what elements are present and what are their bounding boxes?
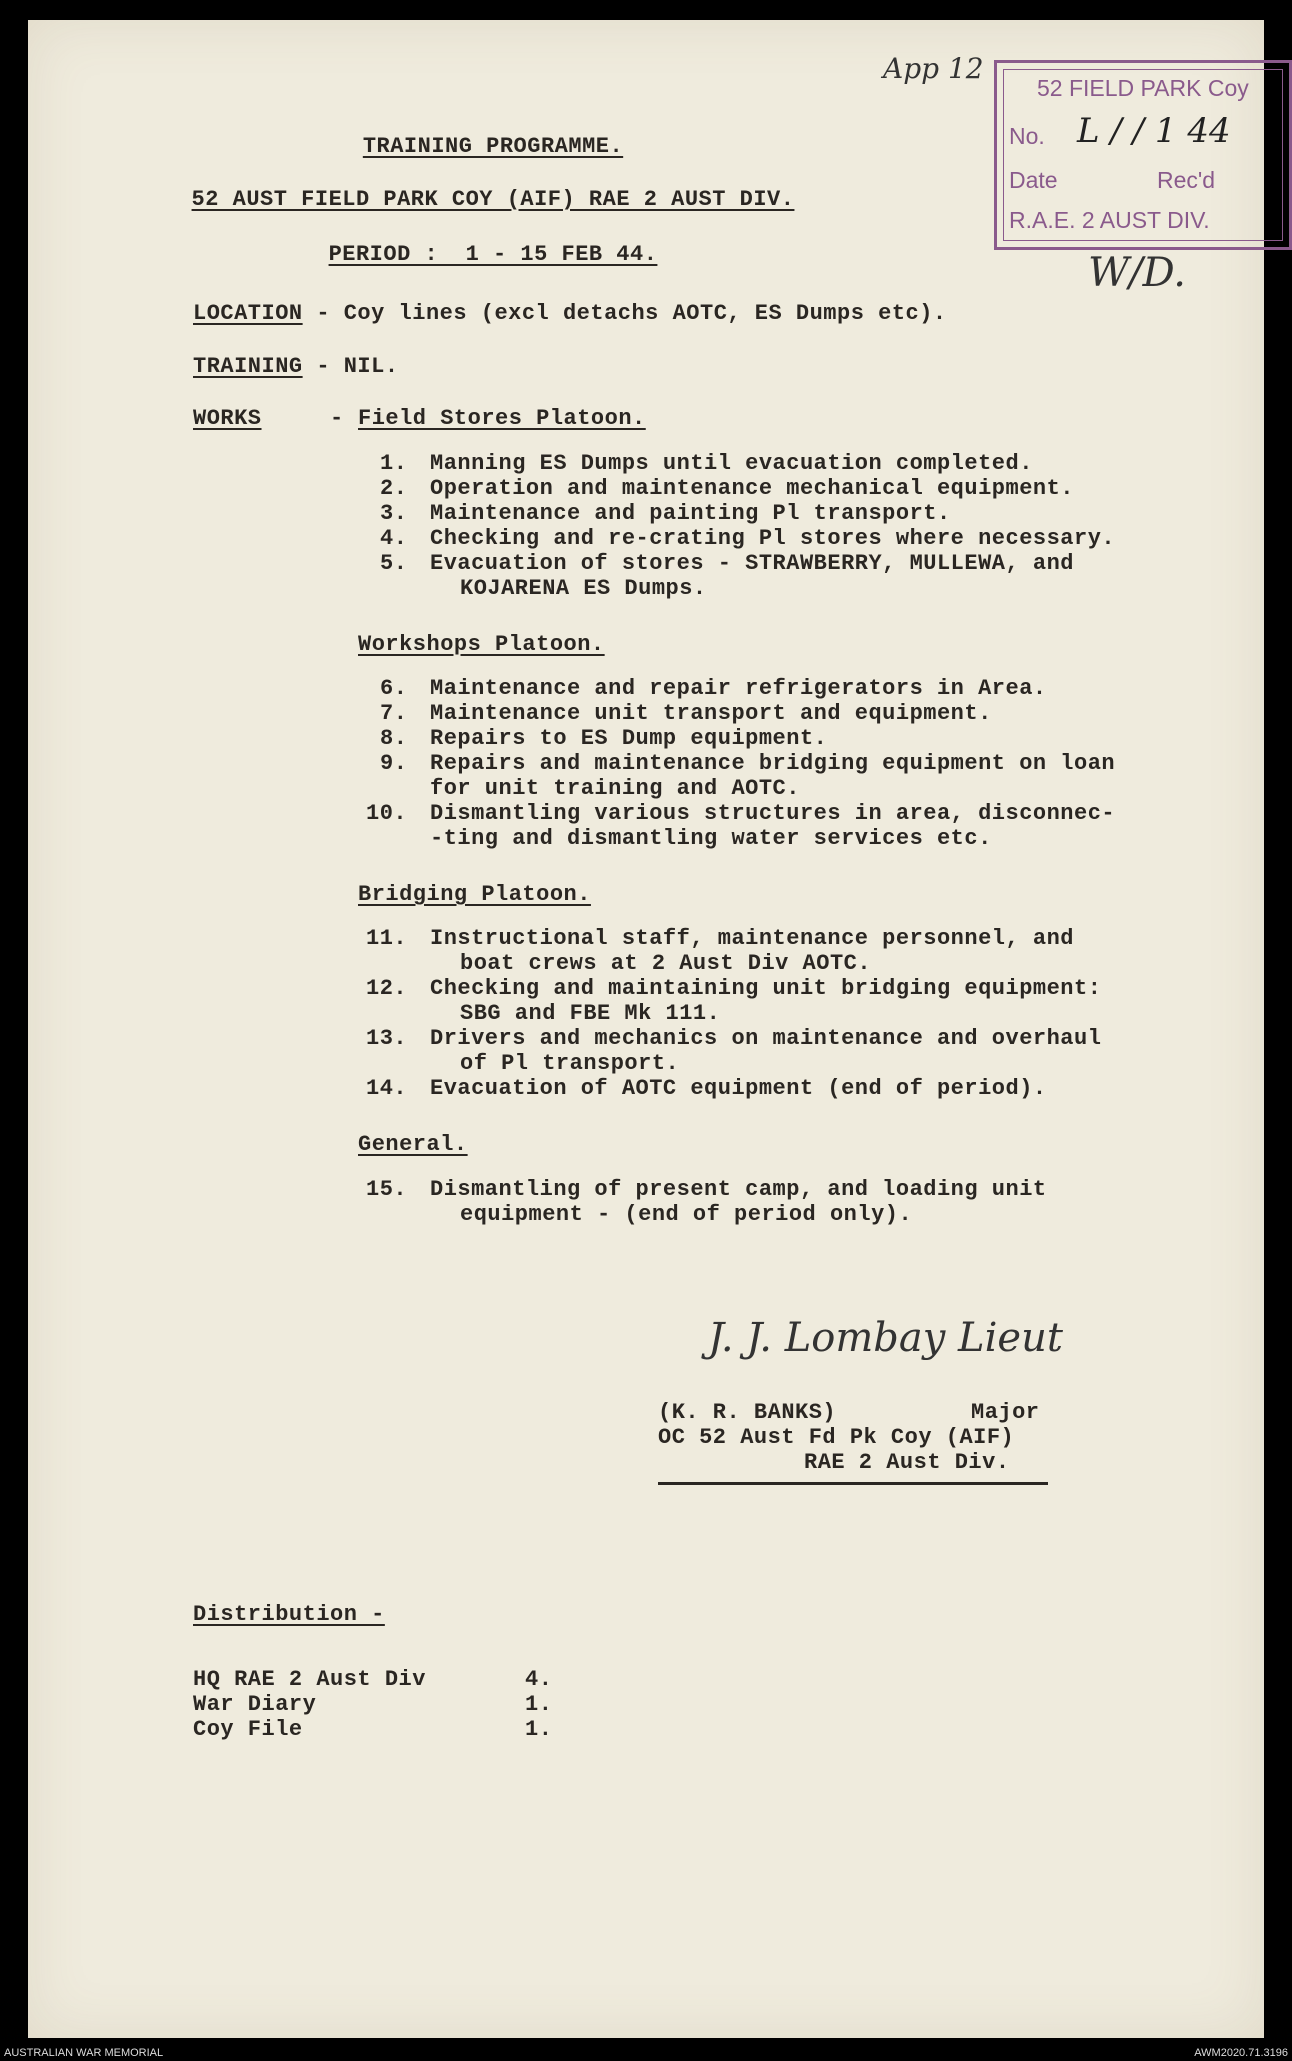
works-label: WORKS bbox=[193, 406, 262, 431]
item-2-num: 2. bbox=[380, 476, 408, 501]
distribution-row-3-to: Coy File bbox=[193, 1717, 303, 1742]
works-dash: - bbox=[330, 406, 344, 431]
location-text: - Coy lines (excl detachs AOTC, ES Dumps etc). bbox=[302, 301, 947, 326]
item-11-text-cont: boat crews at 2 Aust Div AOTC. bbox=[460, 951, 872, 976]
item-6-num: 6. bbox=[380, 676, 408, 701]
stamp-no-value: L / / 1 44 bbox=[1077, 111, 1231, 151]
section-heading-general: General. bbox=[358, 1132, 468, 1157]
item-9-text: Repairs and maintenance bridging equipment on loan bbox=[430, 751, 1116, 776]
section-heading-workshops: Workshops Platoon. bbox=[358, 632, 605, 657]
item-1-text: Manning ES Dumps until evacuation completed. bbox=[430, 451, 1033, 476]
item-13-text: Drivers and mechanics on maintenance and overhaul bbox=[430, 1026, 1102, 1051]
distribution-heading: Distribution - bbox=[193, 1602, 385, 1627]
unit-heading: 52 AUST FIELD PARK COY (AIF) RAE 2 AUST DIV. bbox=[191, 187, 795, 212]
training-line bbox=[193, 354, 399, 379]
stamp-division: R.A.E. 2 AUST DIV. bbox=[1009, 207, 1210, 233]
location-label: LOCATION bbox=[193, 301, 303, 326]
item-14-num: 14. bbox=[366, 1076, 408, 1101]
section-heading-bridging: Bridging Platoon. bbox=[358, 882, 591, 907]
item-5-text-cont: KOJARENA ES Dumps. bbox=[460, 576, 707, 601]
distribution-row-1-qty: 4. bbox=[525, 1667, 553, 1692]
footer-right: AWM2020.71.3196 bbox=[1194, 2047, 1288, 2059]
item-12-num: 12. bbox=[366, 976, 408, 1001]
training-label: TRAINING bbox=[193, 354, 303, 379]
period-heading: PERIOD : 1 - 15 FEB 44. bbox=[328, 242, 658, 267]
item-14-text: Evacuation of AOTC equipment (end of period). bbox=[430, 1076, 1047, 1101]
item-13-text-cont: of Pl transport. bbox=[460, 1051, 680, 1076]
annotation-app: App 12 bbox=[883, 52, 984, 85]
item-2-text: Operation and maintenance mechanical equipment. bbox=[430, 476, 1075, 501]
registry-stamp bbox=[994, 60, 1292, 250]
distribution-row-2-qty: 1. bbox=[525, 1692, 553, 1717]
item-12-text: Checking and maintaining unit bridging equipment: bbox=[430, 976, 1102, 1001]
distribution-row-2-to: War Diary bbox=[193, 1692, 317, 1717]
stamp-date-label: Date bbox=[1009, 167, 1058, 193]
stamp-unit: 52 FIELD PARK Coy bbox=[1037, 75, 1249, 101]
signature-rule bbox=[658, 1482, 1048, 1485]
document-page bbox=[28, 20, 1264, 2038]
annotation-wd: W/D. bbox=[1088, 250, 1186, 296]
item-5-text: Evacuation of stores - STRAWBERRY, MULLEWA, and bbox=[430, 551, 1075, 576]
section-heading-field-stores: Field Stores Platoon. bbox=[358, 406, 646, 431]
item-10-text-cont: -ting and dismantling water services etc. bbox=[430, 826, 992, 851]
distribution-row-1-to: HQ RAE 2 Aust Div bbox=[193, 1667, 426, 1692]
item-6-text: Maintenance and repair refrigerators in Area. bbox=[430, 676, 1047, 701]
location-line bbox=[193, 301, 947, 326]
item-4-num: 4. bbox=[380, 526, 408, 551]
signatory-division: RAE 2 Aust Div. bbox=[804, 1450, 1010, 1475]
item-9-text-cont: for unit training and AOTC. bbox=[430, 776, 800, 801]
footer-left: AUSTRALIAN WAR MEMORIAL bbox=[4, 2047, 164, 2059]
item-7-text: Maintenance unit transport and equipment. bbox=[430, 701, 992, 726]
item-5-num: 5. bbox=[380, 551, 408, 576]
item-4-text: Checking and re-crating Pl stores where necessary. bbox=[430, 526, 1116, 551]
distribution-row-3-qty: 1. bbox=[525, 1717, 553, 1742]
item-11-num: 11. bbox=[366, 926, 408, 951]
document-title: TRAINING PROGRAMME. bbox=[362, 134, 624, 159]
item-11-text: Instructional staff, maintenance personnel, and bbox=[430, 926, 1075, 951]
item-15-text: Dismantling of present camp, and loading unit bbox=[430, 1177, 1047, 1202]
item-10-text: Dismantling various structures in area, disconnec- bbox=[430, 801, 1116, 826]
item-1-num: 1. bbox=[380, 451, 408, 476]
item-3-num: 3. bbox=[380, 501, 408, 526]
stamp-recd-label: Rec'd bbox=[1157, 167, 1216, 193]
handwritten-signature: J. J. Lombay Lieut bbox=[708, 1315, 1063, 1361]
signatory-name: (K. R. BANKS) bbox=[658, 1400, 837, 1425]
item-12-text-cont: SBG and FBE Mk 111. bbox=[460, 1001, 721, 1026]
item-13-num: 13. bbox=[366, 1026, 408, 1051]
signatory-unit: OC 52 Aust Fd Pk Coy (AIF) bbox=[658, 1425, 1015, 1450]
signatory-rank: Major bbox=[971, 1400, 1040, 1425]
item-8-num: 8. bbox=[380, 726, 408, 751]
stamp-no-label: No. bbox=[1009, 123, 1045, 149]
item-7-num: 7. bbox=[380, 701, 408, 726]
training-text: - NIL. bbox=[302, 354, 399, 379]
item-9-num: 9. bbox=[380, 751, 408, 776]
item-15-text-cont: equipment - (end of period only). bbox=[460, 1202, 913, 1227]
item-3-text: Maintenance and painting Pl transport. bbox=[430, 501, 951, 526]
item-8-text: Repairs to ES Dump equipment. bbox=[430, 726, 828, 751]
item-10-num: 10. bbox=[366, 801, 408, 826]
item-15-num: 15. bbox=[366, 1177, 408, 1202]
